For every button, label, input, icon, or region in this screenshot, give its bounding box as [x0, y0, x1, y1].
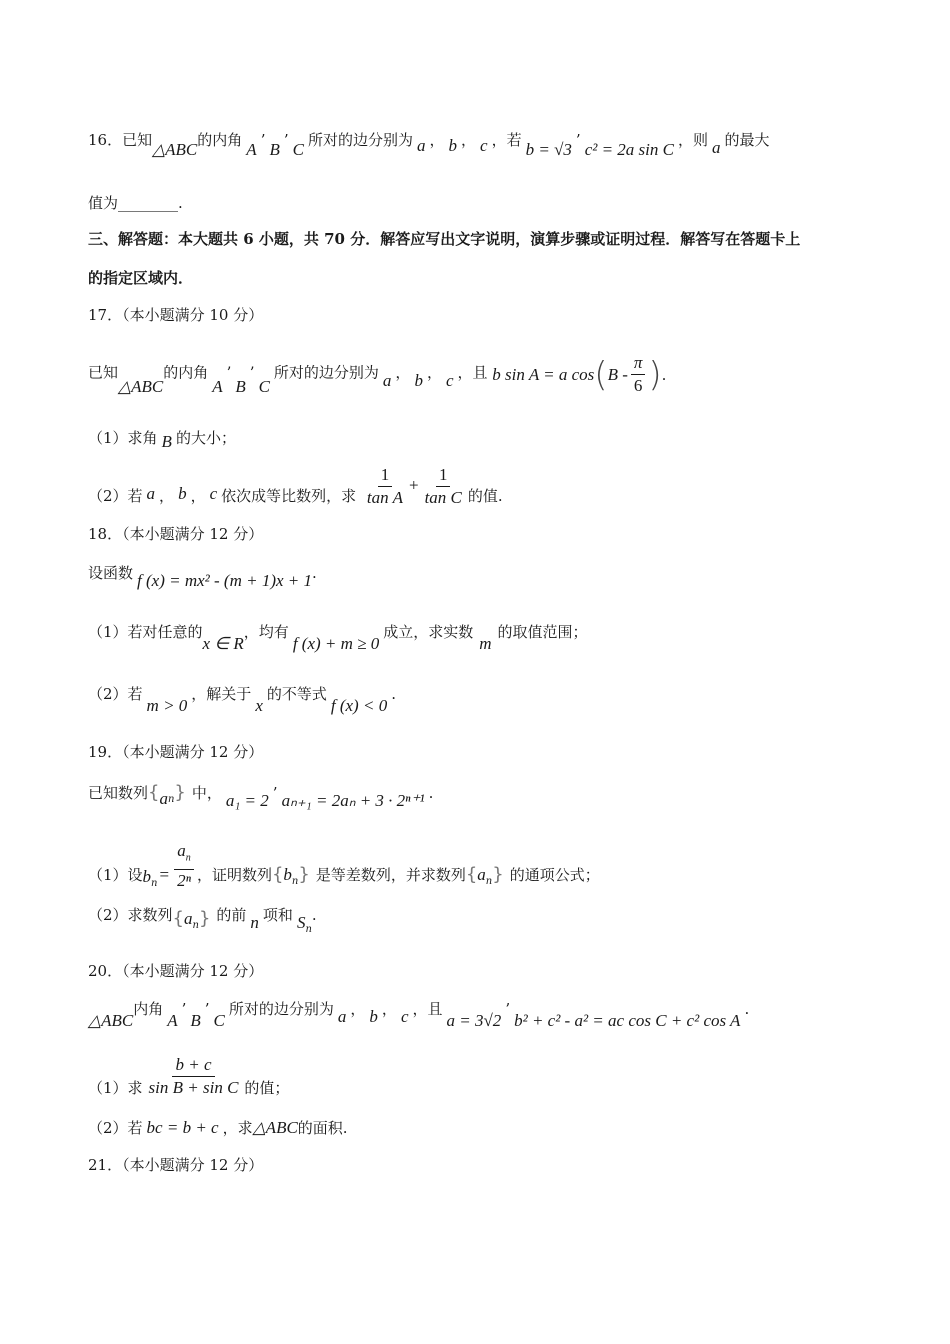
q16-var-C: C [292, 140, 304, 159]
q17-var-b: b [414, 370, 423, 390]
q19-S: S [296, 913, 306, 932]
q17-text: 所对的边分别为 [273, 363, 379, 382]
q20-text: 所对的边分别为 [228, 1000, 334, 1018]
q17-part1-var-B: B [161, 432, 172, 451]
q19-2n: 2ⁿ [177, 871, 191, 891]
q20-part1 [88, 1056, 289, 1104]
q18-var-x: x [255, 696, 263, 715]
q19-head: 19．（本小题满分 12 分） [88, 743, 264, 761]
q17-frac-tanC [422, 466, 465, 507]
q19-n: n [305, 924, 312, 935]
q17-var-C: C [258, 376, 270, 396]
q16-var-b: b [448, 136, 458, 155]
q20-numerator: b + c [172, 1056, 214, 1077]
q19-a: a [177, 841, 186, 860]
q20-part1-text: （1）求 [88, 1078, 143, 1097]
q16-triangle: △ABC [152, 140, 198, 159]
q17-tanA: tan A [366, 488, 403, 507]
q19-n: n [291, 876, 299, 888]
q20-var-b: b [369, 1007, 378, 1026]
q18-part1-inequality: f (x) + m ≥ 0 [292, 634, 380, 653]
q20-cond1: a = 3√2 [446, 1011, 502, 1030]
q18-text: 设函数 [88, 564, 134, 582]
q16-cond1: b = √3 [525, 140, 572, 159]
q20-part1-text: 的值； [244, 1078, 290, 1097]
q16-var-A: A [246, 140, 257, 159]
q20-part2-text: 的面积. [297, 1119, 348, 1137]
q19-b: b [142, 867, 152, 887]
q18-part1-text: 成立，求实数 [383, 623, 474, 641]
q18-part2-inequality: f (x) < 0 [330, 696, 388, 715]
q19-brace-right: } [174, 782, 186, 803]
q19-n: n [167, 794, 175, 805]
q20-part2-cond: bc = b + c [146, 1118, 219, 1137]
q18-part2-text: ，解关于 [191, 685, 252, 703]
q17-one: 1 [378, 466, 393, 487]
q16-var-c: c [480, 136, 488, 155]
q17-part2-text: （2）若 [88, 486, 143, 505]
q17-equation-inner: B - [607, 364, 628, 384]
q18-part1-text: ，均有 [243, 623, 289, 641]
q20-head: 20．（本小题满分 12 分） [88, 962, 264, 980]
q19-part2: （2）求数列$\{a_n\}$ 的前 n 项和 $S_n$. [88, 906, 317, 935]
q18-m-positive: m > 0 [146, 696, 188, 715]
q19-recurrence: aₙ₊₁ = 2aₙ + 3 · 2ⁿ⁺¹ [281, 791, 425, 810]
q17-pi-fraction [631, 354, 646, 395]
q20-var-C: C [213, 1011, 225, 1030]
q20-part2-text: ，求 [222, 1119, 253, 1137]
q20-text: 内角 [133, 1000, 164, 1018]
q19-a1: a₁ = 2 [225, 791, 269, 810]
q16-text: 的最大 [724, 131, 770, 149]
q19-n: n [151, 878, 158, 890]
q16-cond2: c² = 2a sin C [584, 140, 674, 159]
q20-var-a: a [337, 1007, 347, 1026]
q20-var-B: B [190, 1011, 201, 1030]
q18-part1 [88, 622, 588, 653]
q16-text: 的内角 [197, 131, 243, 149]
q17-text: ，且 [457, 363, 488, 382]
q16-var-B: B [269, 140, 280, 159]
q16-var-a: a [417, 136, 426, 155]
q19-text: 中， [191, 784, 222, 802]
q17-text: 已知 [88, 363, 119, 382]
q20-triangle: △ABC [88, 1011, 134, 1030]
q17-one-2: 1 [436, 466, 451, 487]
q19-brace-left: { [148, 782, 160, 803]
q21-head: 21．（本小题满分 12 分） [88, 1156, 264, 1174]
q17-text: 的内角 [163, 363, 209, 382]
q17-part2-var-a: a [146, 483, 156, 503]
q17-tanC: tan C [424, 488, 462, 507]
q18-part2-text: （2）若 [88, 685, 143, 703]
q19-n: n [485, 876, 493, 888]
q19-part1-text: 的通项公式； [509, 866, 600, 885]
q16-label: 16．已知 [88, 131, 153, 149]
q19-n: n [192, 920, 199, 931]
q16-line2: 值为________. [88, 194, 183, 212]
q20-part2-triangle: △ABC [252, 1118, 298, 1137]
q17-equation-left: b sin A = a cos [492, 364, 595, 384]
q18-head: 18．（本小题满分 12 分） [88, 525, 264, 543]
q17-part2-text: 依次成等比数列，求 [221, 486, 357, 505]
q20-var-c: c [400, 1007, 409, 1026]
q17-triangle: △ABC [118, 376, 164, 396]
q16-var-a2: a [712, 138, 721, 157]
q17-intro: 已知△ABC的内角A’B’C所对的边分别为 a ， b ， c ，且 b sin A = a cos ( B - $\frac{\pi}{6}$ ) . [88, 353, 667, 396]
q18-part2: （2）若m > 0，解关于x的不等式f (x) < 0. [88, 685, 396, 715]
q19-a: a [477, 865, 486, 885]
q16-text: ，则 [677, 131, 708, 149]
q20-part2-text: （2）若 [88, 1119, 143, 1137]
q18-intro: 设函数 f (x) = mx² - (m + 1)x + 1. [88, 564, 317, 590]
q17-part2: （2）若 a ， b ， c 依次成等比数列，求 $\frac{1}{\text{tan A}}$ + $\frac{1}{\text{tan C}}$ 的值. [88, 465, 503, 507]
q17-part1-text: 的大小； [175, 429, 236, 447]
q18-part2-text: 的不等式 [266, 685, 327, 703]
q19-a: a [159, 789, 168, 808]
q19-part2-text: 的前 [216, 906, 247, 924]
q19-part1: （1）设$b_n$ = $\frac{a_n}{\text{2ⁿ}}$ ，证明数列$\{b_n\}$ 是等差数列，并求数列$\{a_n\}$ 的通项公式； [88, 841, 600, 891]
q17-frac-tanA [364, 466, 406, 507]
q17-six: 6 [633, 376, 643, 395]
q17-head: 17．（本小题满分 10 分） [88, 306, 264, 324]
q16-text: ，若 [491, 131, 522, 149]
q18-part1-text: 的取值范围； [497, 623, 588, 641]
q19-part1-text: ，证明数列 [196, 866, 272, 885]
q20-cond2: b² + c² - a² = ac cos C + c² cos A [514, 1011, 741, 1030]
q18-part1-text: （1）若对任意的 [88, 623, 203, 641]
q17-right-paren: ) [648, 354, 662, 395]
q20-text: ，且 [412, 1000, 443, 1018]
q17-pi: π [631, 354, 646, 375]
q17-part1 [88, 428, 236, 451]
q19-n: n [185, 852, 191, 864]
q16-text: 所对的边分别为 [307, 131, 413, 149]
q18-var-m: m [479, 634, 492, 653]
q19-part1-text: （1）设 [88, 866, 143, 885]
q19-text: 已知数列 [88, 784, 149, 802]
q19-intro: 已知数列$\{a_n\}$ 中， a₁ = 2 ’ aₙ₊₁ = 2aₙ + 3 · 2ⁿ⁺¹ . [88, 782, 434, 810]
q17-var-a: a [382, 370, 392, 390]
section3-title-line2: 的指定区域内． [88, 269, 194, 287]
section3-title-line1: 三、解答题：本大题共 6 小题，共 70 分．解答应写出文字说明，演算步骤或证明过程．解答写在答题卡上 [88, 230, 801, 248]
q18-x-in-R: x ∈ R [202, 634, 244, 653]
q20-fraction [146, 1056, 242, 1097]
q19-b: b [283, 865, 292, 885]
q19-var-n: n [250, 913, 259, 932]
q17-part2-var-b: b [178, 483, 187, 503]
q17-left-paren: ( [594, 354, 608, 395]
q19-a: a [184, 909, 193, 928]
q18-function: f (x) = mx² - (m + 1)x + 1 [137, 571, 312, 590]
q17-var-B: B [235, 376, 246, 396]
q19-part2-text: 项和 [262, 906, 293, 924]
q17-plus: + [408, 475, 419, 495]
q19-bn-fraction [174, 842, 194, 890]
q19-part1-text: 是等差数列，并求数列 [315, 866, 466, 885]
q17-var-A: A [212, 376, 223, 396]
q20-intro: △ABC内角A’B’C所对的边分别为 a ， b ， c ，且a = 3√2’b² + c² - a² = ac cos C + c² cos A. [88, 1000, 750, 1030]
q17-part1-text: （1）求角 [88, 429, 158, 447]
q17-part2-text: 的值. [467, 486, 503, 505]
q16-line1: 16．已知△ABC的内角 A ’ B ’ C 所对的边分别为 a ， b ， c ，若 b = √3 ’ c² = 2a sin C ，则 a 的最大 [88, 131, 770, 159]
q20-denominator: sin B + sin C [148, 1078, 239, 1097]
q17-part2-var-c: c [209, 483, 218, 503]
q20-part2 [88, 1118, 348, 1138]
q17-var-c: c [445, 370, 454, 390]
q20-var-A: A [167, 1011, 178, 1030]
q19-part2-text: （2）求数列 [88, 906, 173, 924]
